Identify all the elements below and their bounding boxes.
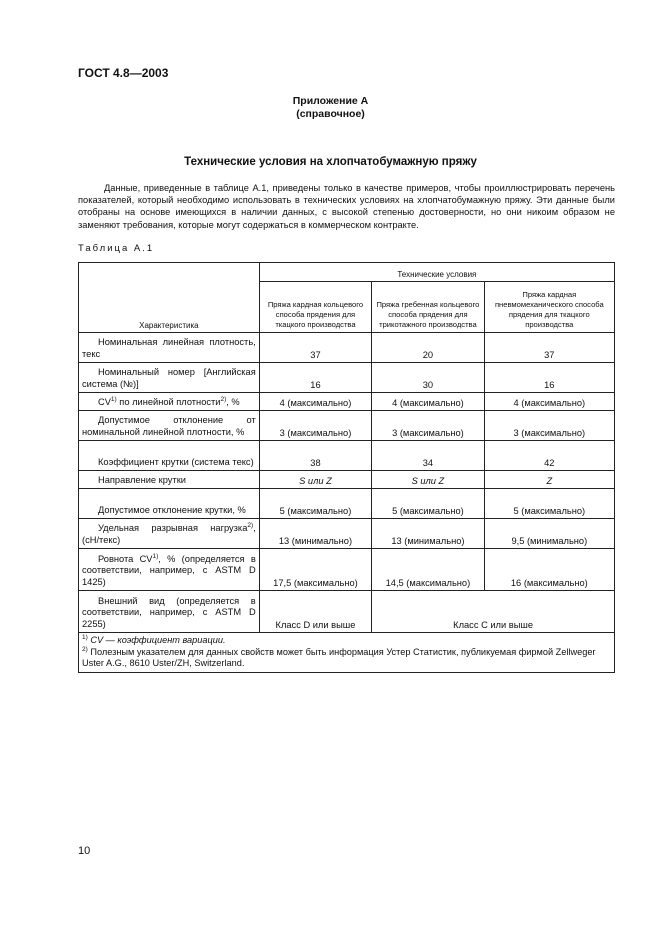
row-label: Номинальная линейная плотность, текс	[79, 333, 260, 363]
spec-table	[78, 262, 615, 673]
column-group-header: Технические условия	[259, 263, 614, 282]
table-cell: 3 (максимально)	[484, 411, 614, 441]
row-label: Удельная разрывная нагрузка$^{2)}$, (сН/текс)	[79, 519, 260, 549]
row-label: Допустимое отклонение от номинальной линейной плотности, %	[79, 411, 260, 441]
table-cell: 37	[484, 333, 614, 363]
table-row	[79, 363, 615, 393]
table-row	[79, 333, 615, 363]
row-label: Допустимое отклонение крутки, %	[79, 489, 260, 519]
table-row	[79, 519, 615, 549]
column-header-yarn-2: Пряжа гребенная кольцевого способа прядения для трикотажного производства	[372, 282, 484, 333]
table-row	[79, 471, 615, 489]
table-cell: 14,5 (максимально)	[372, 549, 484, 591]
table-cell: 4 (максимально)	[372, 393, 484, 411]
row-label: Коэффициент крутки (система текс)	[79, 441, 260, 471]
appendix-heading	[0, 95, 661, 121]
table-cell: 3 (максимально)	[372, 411, 484, 441]
footnotes	[79, 633, 615, 673]
section-title: Технические условия на хлопчатобумажную пряжу	[184, 156, 477, 168]
intro-paragraph: Данные, приведенные в таблице А.1, приведены только в качестве примеров, чтобы проиллюстрировать перечень показателей, который необходимо использовать в технических условиях на хлопчатобумажную пряжу. Эти данные были отобраны на основе имеющихся в наличии данных, с высокой степенью достоверности, но они никоим образом не заменяют требования, которые могут содержаться в коммерческом контракте.	[78, 183, 615, 230]
table-cell: 5 (максимально)	[484, 489, 614, 519]
page-number: 10	[78, 845, 91, 857]
table-cell: 16 (максимально)	[484, 549, 614, 591]
table-cell: 5 (максимально)	[259, 489, 371, 519]
table-cell: 9,5 (минимально)	[484, 519, 614, 549]
table-row	[79, 393, 615, 411]
table-cell: Класс С или выше	[372, 591, 615, 633]
table-cell: 42	[484, 441, 614, 471]
table-row	[79, 411, 615, 441]
table-cell: 3 (максимально)	[259, 411, 371, 441]
table-cell: 13 (минимально)	[259, 519, 371, 549]
row-label: Номинальный номер [Английская система (№)]	[79, 363, 260, 393]
row-label: Направление крутки	[79, 471, 260, 489]
table-cell: 13 (минимально)	[372, 519, 484, 549]
footnotes-row	[79, 633, 615, 673]
table-row	[79, 489, 615, 519]
table-cell: 20	[372, 333, 484, 363]
footnote-2: $^{2)}$ Полезным указателем для данных свойств может быть информация Устер Статистик, публикуемая фирмой Zellweger Uster A.G., 8610 Uster/ZH, Switzerland.	[82, 645, 596, 668]
table-caption: Таблица А.1	[78, 243, 155, 254]
table-cell: Класс D или выше	[259, 591, 371, 633]
column-header-characteristic: Характеристика	[79, 263, 260, 333]
footnote-1: $^{1)}$ CV — коэффициент вариации.	[82, 633, 226, 645]
column-header-yarn-1: Пряжа кардная кольцевого способа прядения для ткацкого производства	[259, 282, 371, 333]
table-row	[79, 441, 615, 471]
table-cell: 5 (максимально)	[372, 489, 484, 519]
table-cell: 30	[372, 363, 484, 393]
table-cell: 16	[484, 363, 614, 393]
table-cell: 17,5 (максимально)	[259, 549, 371, 591]
row-label: Внешний вид (определяется в соответствии, например, с ASTM D 2255)	[79, 591, 260, 633]
table-cell: 34	[372, 441, 484, 471]
appendix-subtitle: (справочное)	[296, 108, 365, 120]
table-cell: 37	[259, 333, 371, 363]
table-cell: 16	[259, 363, 371, 393]
table-cell: 38	[259, 441, 371, 471]
document-code: ГОСТ 4.8—2003	[78, 66, 169, 80]
table-cell: 4 (максимально)	[484, 393, 614, 411]
table-row	[79, 591, 615, 633]
appendix-title: Приложение А	[292, 95, 369, 107]
table-cell: 4 (максимально)	[259, 393, 371, 411]
table-cell: S или Z	[372, 471, 484, 489]
row-label: Ровнота CV$^{1)}$, % (определяется в соответствии, например, с ASTM D 1425)	[79, 549, 260, 591]
table-cell: Z	[484, 471, 614, 489]
table-row	[79, 549, 615, 591]
table-cell: S или Z	[259, 471, 371, 489]
row-label: CV$^{1)}$ по линейной плотности$^{2)}$, %	[79, 393, 260, 411]
column-header-yarn-3: Пряжа кардная пневмомеханического способа прядения для ткацкого производства	[484, 282, 614, 333]
